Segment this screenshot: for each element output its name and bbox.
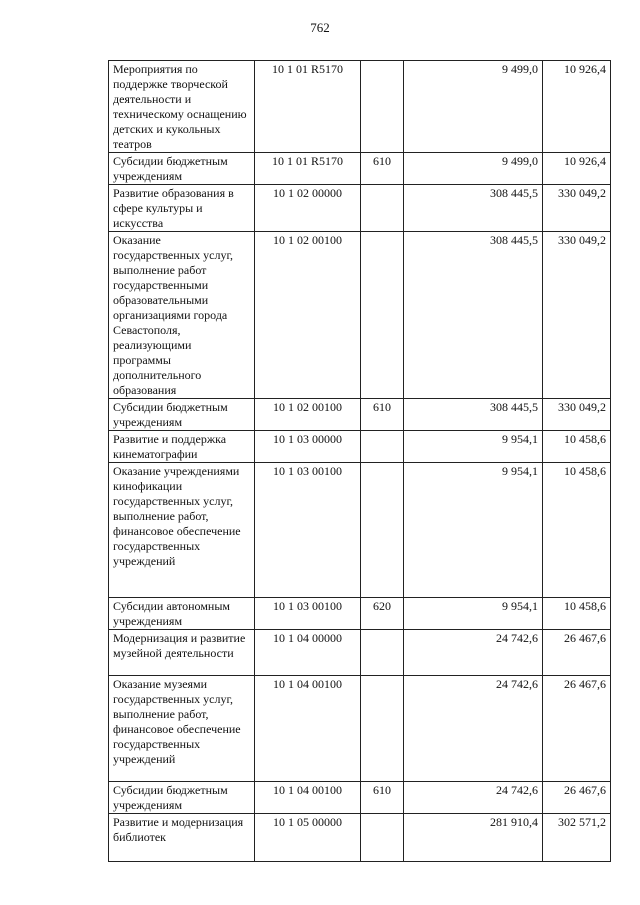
row-expense-type: 610: [361, 153, 404, 185]
row-code: 10 1 05 00000: [255, 814, 361, 862]
row-value-1: 24 742,6: [404, 630, 543, 676]
row-name: Развитие и поддержка кинематографии: [109, 431, 255, 463]
row-name: Оказание музеями государственных услуг, выполнение работ, финансовое обеспечение государственных учреждений: [109, 676, 255, 782]
table-row: [109, 153, 611, 185]
row-expense-type: [361, 431, 404, 463]
row-value-1: 9 499,0: [404, 61, 543, 153]
row-value-2: 330 049,2: [543, 185, 611, 232]
row-code: 10 1 02 00100: [255, 232, 361, 399]
row-code: 10 1 01 R5170: [255, 61, 361, 153]
row-expense-type: 610: [361, 782, 404, 814]
row-code: 10 1 01 R5170: [255, 153, 361, 185]
table-row: [109, 814, 611, 862]
row-code: 10 1 02 00100: [255, 399, 361, 431]
row-value-2: 26 467,6: [543, 630, 611, 676]
table-row: [109, 61, 611, 153]
row-expense-type: 610: [361, 399, 404, 431]
row-name: Субсидии автономным учреждениям: [109, 598, 255, 630]
row-value-1: 9 954,1: [404, 431, 543, 463]
table-row: [109, 598, 611, 630]
budget-table: [108, 60, 611, 862]
row-value-1: 24 742,6: [404, 782, 543, 814]
row-expense-type: [361, 232, 404, 399]
row-code: 10 1 04 00000: [255, 630, 361, 676]
row-value-2: 10 458,6: [543, 431, 611, 463]
row-value-1: 308 445,5: [404, 232, 543, 399]
row-value-1: 308 445,5: [404, 399, 543, 431]
row-value-1: 9 954,1: [404, 598, 543, 630]
table-row: [109, 232, 611, 399]
row-value-1: 9 499,0: [404, 153, 543, 185]
row-code: 10 1 04 00100: [255, 782, 361, 814]
table-body: [109, 61, 611, 862]
table-row: [109, 676, 611, 782]
row-value-2: 10 926,4: [543, 153, 611, 185]
row-value-2: 10 458,6: [543, 463, 611, 598]
table-row: [109, 463, 611, 598]
row-expense-type: [361, 814, 404, 862]
row-expense-type: [361, 630, 404, 676]
page-number: 762: [310, 20, 330, 35]
row-code: 10 1 03 00000: [255, 431, 361, 463]
table-row: [109, 399, 611, 431]
row-expense-type: [361, 676, 404, 782]
row-expense-type: [361, 463, 404, 598]
row-expense-type: 620: [361, 598, 404, 630]
row-code: 10 1 03 00100: [255, 463, 361, 598]
row-name: Мероприятия по поддержке творческой деятельности и техническому оснащению детских и кукольных театров: [109, 61, 255, 153]
row-code: 10 1 02 00000: [255, 185, 361, 232]
row-value-1: 9 954,1: [404, 463, 543, 598]
row-value-2: 10 926,4: [543, 61, 611, 153]
table-row: [109, 630, 611, 676]
table-row: [109, 431, 611, 463]
row-value-2: 10 458,6: [543, 598, 611, 630]
row-name: Оказание учреждениями кинофикации государственных услуг, выполнение работ, финансовое обеспечение государственных учреждений: [109, 463, 255, 598]
row-value-2: 26 467,6: [543, 782, 611, 814]
table-row: [109, 782, 611, 814]
row-value-1: 24 742,6: [404, 676, 543, 782]
table-row: [109, 185, 611, 232]
row-expense-type: [361, 185, 404, 232]
row-name: Субсидии бюджетным учреждениям: [109, 782, 255, 814]
row-value-2: 330 049,2: [543, 232, 611, 399]
row-name: Модернизация и развитие музейной деятельности: [109, 630, 255, 676]
row-value-1: 281 910,4: [404, 814, 543, 862]
row-name: Субсидии бюджетным учреждениям: [109, 399, 255, 431]
row-value-1: 308 445,5: [404, 185, 543, 232]
row-name: Развитие и модернизация библиотек: [109, 814, 255, 862]
row-name: Субсидии бюджетным учреждениям: [109, 153, 255, 185]
row-expense-type: [361, 61, 404, 153]
row-code: 10 1 03 00100: [255, 598, 361, 630]
row-value-2: 26 467,6: [543, 676, 611, 782]
row-name: Развитие образования в сфере культуры и искусства: [109, 185, 255, 232]
row-value-2: 302 571,2: [543, 814, 611, 862]
row-value-2: 330 049,2: [543, 399, 611, 431]
row-name: Оказание государственных услуг, выполнение работ государственными образовательными организациями города Севастополя, реализующими программы дополнительного образования: [109, 232, 255, 399]
row-code: 10 1 04 00100: [255, 676, 361, 782]
